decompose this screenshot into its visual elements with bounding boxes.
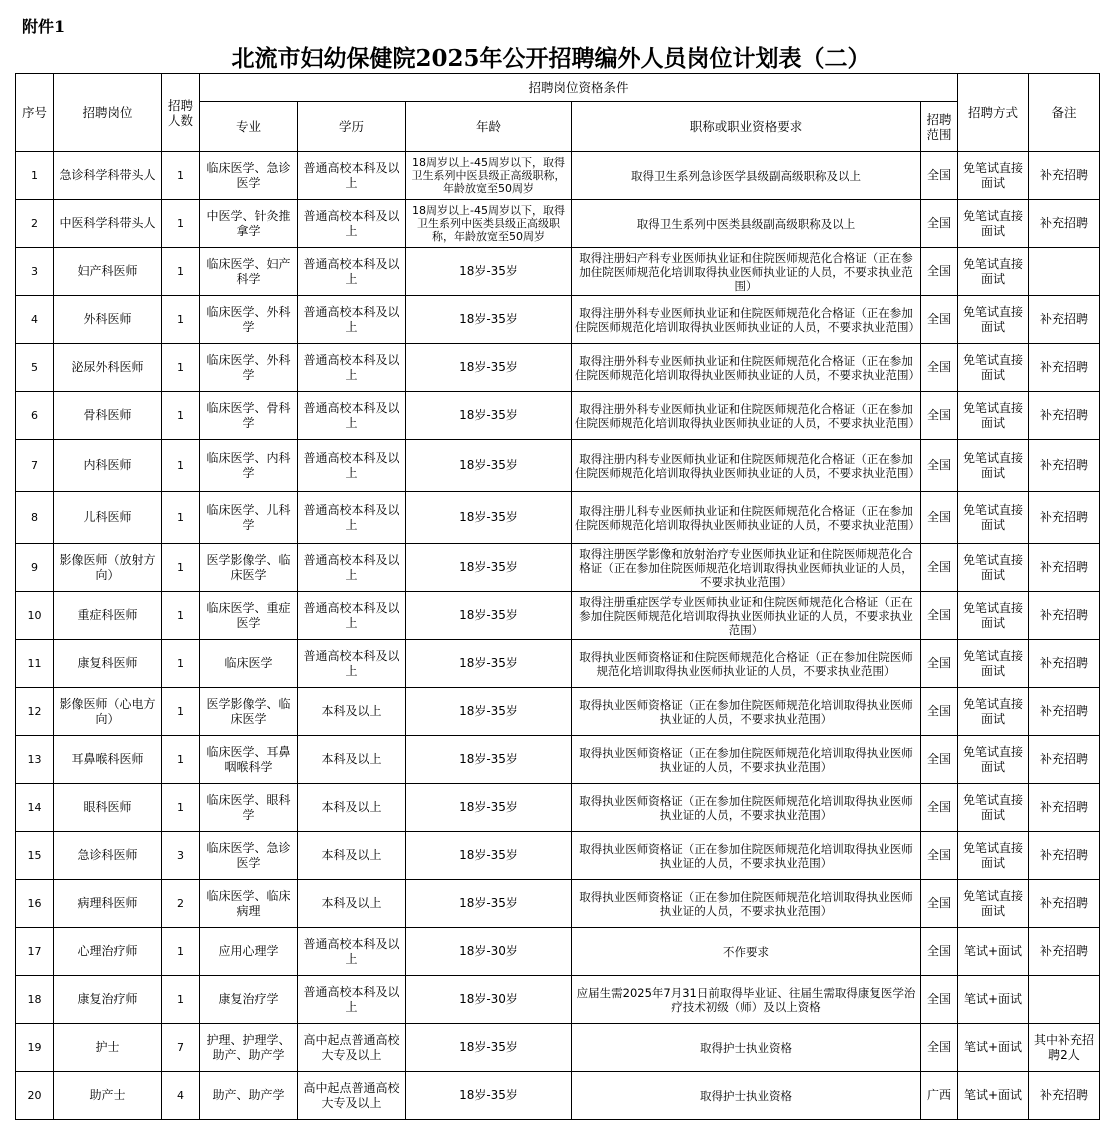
cell-age: 18岁-30岁 [406,928,572,976]
cell-method: 免笔试直接面试 [958,344,1029,392]
cell-count: 1 [162,784,200,832]
cell-method: 免笔试直接面试 [958,200,1029,248]
cell-count: 3 [162,832,200,880]
cell-education: 普通高校本科及以上 [298,344,406,392]
cell-remark: 补充招聘 [1029,736,1100,784]
cell-method: 免笔试直接面试 [958,392,1029,440]
cell-count: 1 [162,152,200,200]
cell-title-req: 取得注册医学影像和放射治疗专业医师执业证和住院医师规范化合格证（正在参加住院医师规范化培训取得执业医师执业证的人员，不要求执业范围） [572,544,921,592]
header-position: 招聘岗位 [54,74,162,152]
cell-count: 1 [162,440,200,492]
cell-major: 临床医学、眼科学 [200,784,298,832]
cell-seq: 17 [16,928,54,976]
table-row [16,296,1100,344]
cell-scope: 全国 [921,832,958,880]
cell-title-req: 取得注册外科专业医师执业证和住院医师规范化合格证（正在参加住院医师规范化培训取得执业医师执业证的人员，不要求执业范围） [572,296,921,344]
cell-seq: 13 [16,736,54,784]
cell-position: 影像医师（放射方向） [54,544,162,592]
cell-scope: 全国 [921,248,958,296]
cell-scope: 全国 [921,544,958,592]
cell-remark: 补充招聘 [1029,832,1100,880]
cell-position: 骨科医师 [54,392,162,440]
cell-position: 病理科医师 [54,880,162,928]
cell-major: 临床医学 [200,640,298,688]
cell-seq: 18 [16,976,54,1024]
cell-count: 1 [162,640,200,688]
cell-title-req: 取得护士执业资格 [572,1072,921,1120]
cell-position: 泌尿外科医师 [54,344,162,392]
cell-age: 18岁-35岁 [406,784,572,832]
cell-education: 普通高校本科及以上 [298,200,406,248]
cell-count: 1 [162,736,200,784]
cell-age: 18岁-35岁 [406,880,572,928]
cell-remark: 补充招聘 [1029,784,1100,832]
cell-seq: 19 [16,1024,54,1072]
header-scope: 招聘范围 [921,102,958,152]
table-row [16,640,1100,688]
cell-scope: 全国 [921,1024,958,1072]
cell-seq: 7 [16,440,54,492]
cell-title-req: 取得执业医师资格证（正在参加住院医师规范化培训取得执业医师执业证的人员，不要求执业范围） [572,832,921,880]
cell-method: 笔试+面试 [958,1072,1029,1120]
cell-scope: 全国 [921,640,958,688]
cell-count: 1 [162,296,200,344]
cell-position: 康复科医师 [54,640,162,688]
cell-education: 本科及以上 [298,688,406,736]
cell-education: 普通高校本科及以上 [298,392,406,440]
cell-education: 高中起点普通高校大专及以上 [298,1072,406,1120]
header-education: 学历 [298,102,406,152]
cell-scope: 全国 [921,344,958,392]
cell-position: 康复治疗师 [54,976,162,1024]
cell-major: 护理、护理学、助产、助产学 [200,1024,298,1072]
cell-age: 18岁-35岁 [406,1072,572,1120]
table-row [16,200,1100,248]
cell-title-req: 应届生需2025年7月31日前取得毕业证、往届生需取得康复医学治疗技术初级（师）及以上资格 [572,976,921,1024]
cell-count: 1 [162,544,200,592]
cell-position: 急诊科医师 [54,832,162,880]
cell-education: 普通高校本科及以上 [298,296,406,344]
cell-position: 内科医师 [54,440,162,492]
cell-seq: 10 [16,592,54,640]
cell-major: 助产、助产学 [200,1072,298,1120]
cell-major: 临床医学、临床病理 [200,880,298,928]
cell-method: 免笔试直接面试 [958,880,1029,928]
cell-count: 1 [162,200,200,248]
cell-age: 18岁-35岁 [406,392,572,440]
table-row [16,784,1100,832]
table-row [16,392,1100,440]
cell-position: 儿科医师 [54,492,162,544]
cell-remark: 补充招聘 [1029,592,1100,640]
table-row [16,736,1100,784]
cell-remark: 补充招聘 [1029,392,1100,440]
cell-seq: 6 [16,392,54,440]
cell-count: 7 [162,1024,200,1072]
table-row [16,544,1100,592]
cell-remark: 补充招聘 [1029,492,1100,544]
cell-education: 本科及以上 [298,880,406,928]
cell-age: 18岁-35岁 [406,640,572,688]
table-row [16,1024,1100,1072]
cell-education: 普通高校本科及以上 [298,928,406,976]
table-row [16,976,1100,1024]
cell-method: 笔试+面试 [958,976,1029,1024]
cell-remark: 补充招聘 [1029,880,1100,928]
cell-scope: 全国 [921,492,958,544]
cell-method: 笔试+面试 [958,928,1029,976]
table-row [16,880,1100,928]
cell-title-req: 取得注册外科专业医师执业证和住院医师规范化合格证（正在参加住院医师规范化培训取得执业医师执业证的人员，不要求执业范围） [572,344,921,392]
cell-title-req: 取得执业医师资格证（正在参加住院医师规范化培训取得执业医师执业证的人员，不要求执业范围） [572,784,921,832]
cell-count: 1 [162,976,200,1024]
cell-position: 眼科医师 [54,784,162,832]
cell-scope: 全国 [921,440,958,492]
cell-seq: 11 [16,640,54,688]
cell-major: 临床医学、急诊医学 [200,152,298,200]
cell-title-req: 取得注册重症医学专业医师执业证和住院医师规范化合格证（正在参加住院医师规范化培训取得执业医师执业证的人员，不要求执业范围） [572,592,921,640]
cell-method: 免笔试直接面试 [958,544,1029,592]
cell-age: 18岁-35岁 [406,1024,572,1072]
cell-title-req: 取得注册内科专业医师执业证和住院医师规范化合格证（正在参加住院医师规范化培训取得执业医师执业证的人员，不要求执业范围） [572,440,921,492]
table-row [16,344,1100,392]
cell-position: 影像医师（心电方向） [54,688,162,736]
cell-method: 免笔试直接面试 [958,492,1029,544]
cell-remark: 补充招聘 [1029,296,1100,344]
cell-education: 本科及以上 [298,784,406,832]
cell-seq: 12 [16,688,54,736]
cell-major: 医学影像学、临床医学 [200,688,298,736]
cell-seq: 16 [16,880,54,928]
cell-education: 高中起点普通高校大专及以上 [298,1024,406,1072]
cell-count: 1 [162,248,200,296]
cell-seq: 9 [16,544,54,592]
cell-title-req: 取得注册妇产科专业医师执业证和住院医师规范化合格证（正在参加住院医师规范化培训取得执业医师执业证的人员，不要求执业范围） [572,248,921,296]
cell-remark: 补充招聘 [1029,688,1100,736]
cell-title-req: 取得执业医师资格证和住院医师规范化合格证（正在参加住院医师规范化培训取得执业医师执业证的人员，不要求执业范围） [572,640,921,688]
cell-position: 急诊科学科带头人 [54,152,162,200]
cell-age: 18岁-30岁 [406,976,572,1024]
table-row [16,928,1100,976]
cell-position: 护士 [54,1024,162,1072]
cell-title-req: 取得注册儿科专业医师执业证和住院医师规范化合格证（正在参加住院医师规范化培训取得执业医师执业证的人员，不要求执业范围） [572,492,921,544]
header-remark: 备注 [1029,74,1100,152]
cell-method: 免笔试直接面试 [958,592,1029,640]
page-title: 北流市妇幼保健院2025年公开招聘编外人员岗位计划表（二） [231,45,871,72]
cell-education: 本科及以上 [298,736,406,784]
cell-title-req: 不作要求 [572,928,921,976]
header-count: 招聘人数 [162,74,200,152]
cell-education: 普通高校本科及以上 [298,592,406,640]
cell-scope: 全国 [921,152,958,200]
header-method: 招聘方式 [958,74,1029,152]
attachment-label: 附件1 [22,17,66,36]
table-row [16,248,1100,296]
cell-scope: 全国 [921,688,958,736]
cell-education: 普通高校本科及以上 [298,640,406,688]
cell-seq: 2 [16,200,54,248]
cell-position: 外科医师 [54,296,162,344]
cell-count: 1 [162,492,200,544]
cell-remark: 补充招聘 [1029,152,1100,200]
cell-scope: 全国 [921,592,958,640]
cell-scope: 全国 [921,928,958,976]
cell-education: 普通高校本科及以上 [298,248,406,296]
cell-remark [1029,248,1100,296]
cell-title-req: 取得执业医师资格证（正在参加住院医师规范化培训取得执业医师执业证的人员，不要求执业范围） [572,880,921,928]
cell-education: 普通高校本科及以上 [298,976,406,1024]
cell-age: 18岁-35岁 [406,344,572,392]
recruitment-table [15,73,1100,1120]
cell-method: 免笔试直接面试 [958,640,1029,688]
cell-education: 普通高校本科及以上 [298,152,406,200]
cell-method: 免笔试直接面试 [958,152,1029,200]
cell-position: 耳鼻喉科医师 [54,736,162,784]
cell-position: 心理治疗师 [54,928,162,976]
cell-major: 临床医学、外科学 [200,344,298,392]
cell-remark: 补充招聘 [1029,928,1100,976]
cell-count: 1 [162,928,200,976]
cell-remark: 补充招聘 [1029,544,1100,592]
table-row [16,440,1100,492]
cell-seq: 20 [16,1072,54,1120]
cell-remark: 其中补充招聘2人 [1029,1024,1100,1072]
cell-age: 18周岁以上-45周岁以下，取得卫生系列中医县级正高级职称，年龄放宽至50周岁 [406,152,572,200]
cell-scope: 全国 [921,736,958,784]
header-seq: 序号 [16,74,54,152]
cell-age: 18岁-35岁 [406,592,572,640]
cell-remark: 补充招聘 [1029,640,1100,688]
table-row [16,592,1100,640]
cell-age: 18岁-35岁 [406,440,572,492]
cell-method: 笔试+面试 [958,1024,1029,1072]
cell-title-req: 取得卫生系列中医类县级副高级职称及以上 [572,200,921,248]
cell-age: 18岁-35岁 [406,248,572,296]
cell-major: 医学影像学、临床医学 [200,544,298,592]
header-age: 年龄 [406,102,572,152]
cell-age: 18岁-35岁 [406,492,572,544]
cell-major: 康复治疗学 [200,976,298,1024]
cell-education: 本科及以上 [298,832,406,880]
cell-remark [1029,976,1100,1024]
cell-age: 18岁-35岁 [406,688,572,736]
table-row [16,152,1100,200]
cell-major: 临床医学、骨科学 [200,392,298,440]
cell-scope: 广西 [921,1072,958,1120]
cell-scope: 全国 [921,880,958,928]
cell-education: 普通高校本科及以上 [298,440,406,492]
cell-seq: 14 [16,784,54,832]
cell-remark: 补充招聘 [1029,440,1100,492]
cell-title-req: 取得执业医师资格证（正在参加住院医师规范化培训取得执业医师执业证的人员，不要求执业范围） [572,736,921,784]
cell-remark: 补充招聘 [1029,1072,1100,1120]
cell-remark: 补充招聘 [1029,344,1100,392]
cell-seq: 4 [16,296,54,344]
cell-method: 免笔试直接面试 [958,736,1029,784]
cell-scope: 全国 [921,392,958,440]
cell-seq: 8 [16,492,54,544]
cell-remark: 补充招聘 [1029,200,1100,248]
cell-major: 应用心理学 [200,928,298,976]
cell-age: 18周岁以上-45周岁以下，取得卫生系列中医类县级正高级职称，年龄放宽至50周岁 [406,200,572,248]
cell-position: 妇产科医师 [54,248,162,296]
cell-title-req: 取得卫生系列急诊医学县级副高级职称及以上 [572,152,921,200]
cell-position: 中医科学科带头人 [54,200,162,248]
cell-major: 临床医学、内科学 [200,440,298,492]
cell-count: 1 [162,392,200,440]
cell-age: 18岁-35岁 [406,736,572,784]
header-conditions: 招聘岗位资格条件 [200,74,958,102]
cell-title-req: 取得护士执业资格 [572,1024,921,1072]
table-row [16,688,1100,736]
cell-count: 1 [162,344,200,392]
cell-major: 临床医学、儿科学 [200,492,298,544]
table-row [16,832,1100,880]
cell-major: 中医学、针灸推拿学 [200,200,298,248]
cell-major: 临床医学、急诊医学 [200,832,298,880]
cell-method: 免笔试直接面试 [958,784,1029,832]
cell-seq: 1 [16,152,54,200]
cell-count: 2 [162,880,200,928]
cell-scope: 全国 [921,784,958,832]
table-row [16,492,1100,544]
cell-major: 临床医学、重症医学 [200,592,298,640]
cell-position: 助产士 [54,1072,162,1120]
cell-age: 18岁-35岁 [406,832,572,880]
cell-education: 普通高校本科及以上 [298,492,406,544]
cell-position: 重症科医师 [54,592,162,640]
cell-title-req: 取得注册外科专业医师执业证和住院医师规范化合格证（正在参加住院医师规范化培训取得执业医师执业证的人员，不要求执业范围） [572,392,921,440]
cell-scope: 全国 [921,200,958,248]
cell-title-req: 取得执业医师资格证（正在参加住院医师规范化培训取得执业医师执业证的人员，不要求执业范围） [572,688,921,736]
cell-education: 普通高校本科及以上 [298,544,406,592]
cell-major: 临床医学、妇产科学 [200,248,298,296]
cell-major: 临床医学、耳鼻咽喉科学 [200,736,298,784]
cell-method: 免笔试直接面试 [958,248,1029,296]
cell-seq: 15 [16,832,54,880]
cell-seq: 5 [16,344,54,392]
cell-count: 4 [162,1072,200,1120]
header-title-req: 职称或职业资格要求 [572,102,921,152]
cell-scope: 全国 [921,976,958,1024]
cell-major: 临床医学、外科学 [200,296,298,344]
header-major: 专业 [200,102,298,152]
cell-method: 免笔试直接面试 [958,296,1029,344]
table-row [16,1072,1100,1120]
cell-seq: 3 [16,248,54,296]
cell-method: 免笔试直接面试 [958,832,1029,880]
cell-scope: 全国 [921,296,958,344]
cell-age: 18岁-35岁 [406,544,572,592]
cell-count: 1 [162,592,200,640]
cell-method: 免笔试直接面试 [958,440,1029,492]
cell-method: 免笔试直接面试 [958,688,1029,736]
cell-age: 18岁-35岁 [406,296,572,344]
cell-count: 1 [162,688,200,736]
